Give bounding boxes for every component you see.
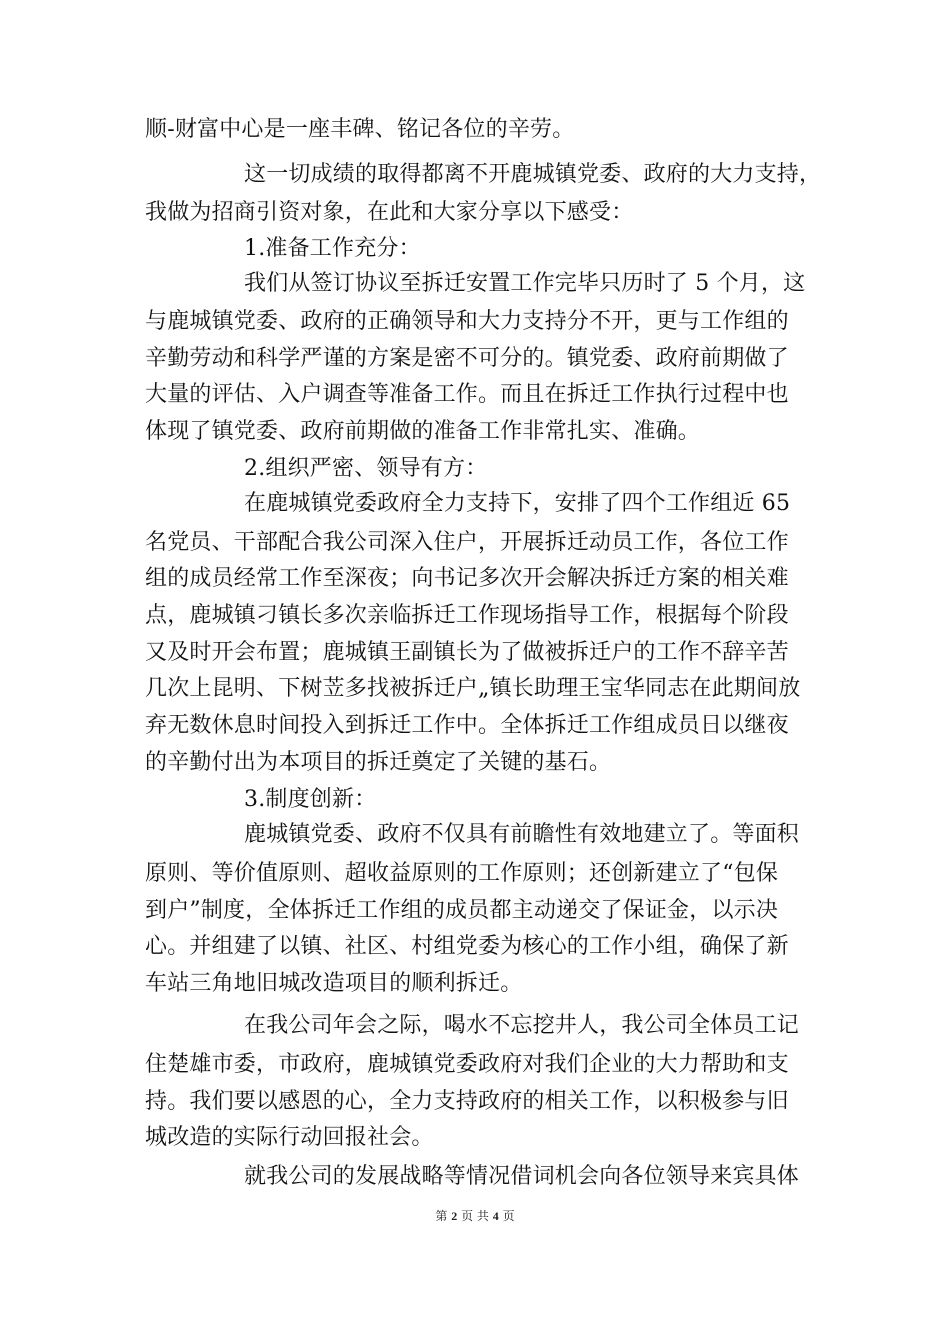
text-line-1: 顺-财富中心是一座丰碑、铭记各位的辛劳。 <box>145 117 575 142</box>
text-line-15: 又及时开会布置；鹿城镇王副镇长为了做被拆迁户的工作不辞辛苦 <box>145 640 789 665</box>
text-line-22: 到户”制度，全体拆迁工作组的成员都主动递交了保证金，以示决 <box>145 898 779 923</box>
text-line-23: 心。并组建了以镇、社区、村组党委为核心的工作小组，确保了新 <box>145 934 789 959</box>
footer-total-pages: 4 <box>492 1209 499 1223</box>
text-line-17: 弃无数休息时间投入到拆迁工作中。全体拆迁工作组成员日以继夜 <box>145 713 789 738</box>
text-line-26: 住楚雄市委，市政府，鹿城镇党委政府对我们企业的大力帮助和支 <box>145 1052 789 1077</box>
footer-prefix: 第 <box>435 1209 448 1223</box>
text-line-9: 体现了镇党委、政府前期做的准备工作非常扎实、准确。 <box>145 419 701 444</box>
text-line-28: 城改造的实际行动回报社会。 <box>145 1125 434 1150</box>
text-line-29: 就我公司的发展战略等情况借词机会向各位领导来宾具体 <box>244 1164 800 1189</box>
text-line-14: 点，鹿城镇刁镇长多次亲临拆迁工作现场指导工作，根据每个阶段 <box>145 603 789 628</box>
text-line-7: 辛勤劳动和科学严谨的方案是密不可分的。镇党委、政府前期做了 <box>145 346 789 371</box>
footer-middle: 页 共 <box>461 1209 489 1223</box>
text-line-19: 3.制度创新： <box>244 787 377 812</box>
text-line-16: 几次上昆明、下树苙多找被拆迁户„镇长助理王宝华同志在此期间放 <box>145 676 801 701</box>
footer-suffix: 页 <box>502 1209 515 1223</box>
text-line-24: 车站三角地旧城改造项目的顺利拆迁。 <box>145 971 523 996</box>
text-line-27: 持。我们要以感恩的心，全力支持政府的相关工作，以积极参与旧 <box>145 1089 789 1114</box>
text-line-12: 名党员、干部配合我公司深入住户，开展拆迁动员工作，各位工作 <box>145 530 789 555</box>
page-footer <box>0 1207 950 1224</box>
footer-page-number: 2 <box>451 1209 458 1223</box>
text-line-25: 在我公司年会之际，喝水不忘挖井人，我公司全体员工记 <box>244 1013 800 1038</box>
text-line-8: 大量的评估、入户调查等准备工作。而且在拆迁工作执行过程中也 <box>145 382 789 407</box>
text-line-13: 组的成员经常工作至深夜；向书记多次开会解决拆迁方案的相关难 <box>145 566 789 591</box>
text-line-20: 鹿城镇党委、政府不仅具有前瞻性有效地建立了。等面积 <box>244 822 800 847</box>
text-line-6: 与鹿城镇党委、政府的正确领导和大力支持分不开，更与工作组的 <box>145 309 789 334</box>
text-line-5: 我们从签订协议至拆迁安置工作完毕只历时了 5 个月，这 <box>244 271 806 296</box>
text-line-2: 这一切成绩的取得都离不开鹿城镇党委、政府的大力支持， <box>244 162 822 187</box>
text-line-21: 原则、等价值原则、超收益原则的工作原则；还创新建立了“包保 <box>145 861 779 886</box>
text-line-18: 的辛勤付出为本项目的拆迁奠定了关键的基石。 <box>145 750 612 775</box>
text-line-3: 我做为招商引资对象，在此和大家分享以下感受： <box>145 200 634 225</box>
text-line-4: 1.准备工作充分： <box>244 236 421 261</box>
text-line-11: 在鹿城镇党委政府全力支持下，安排了四个工作组近 65 <box>244 491 791 516</box>
text-line-10: 2.组织严密、领导有方： <box>244 456 488 481</box>
